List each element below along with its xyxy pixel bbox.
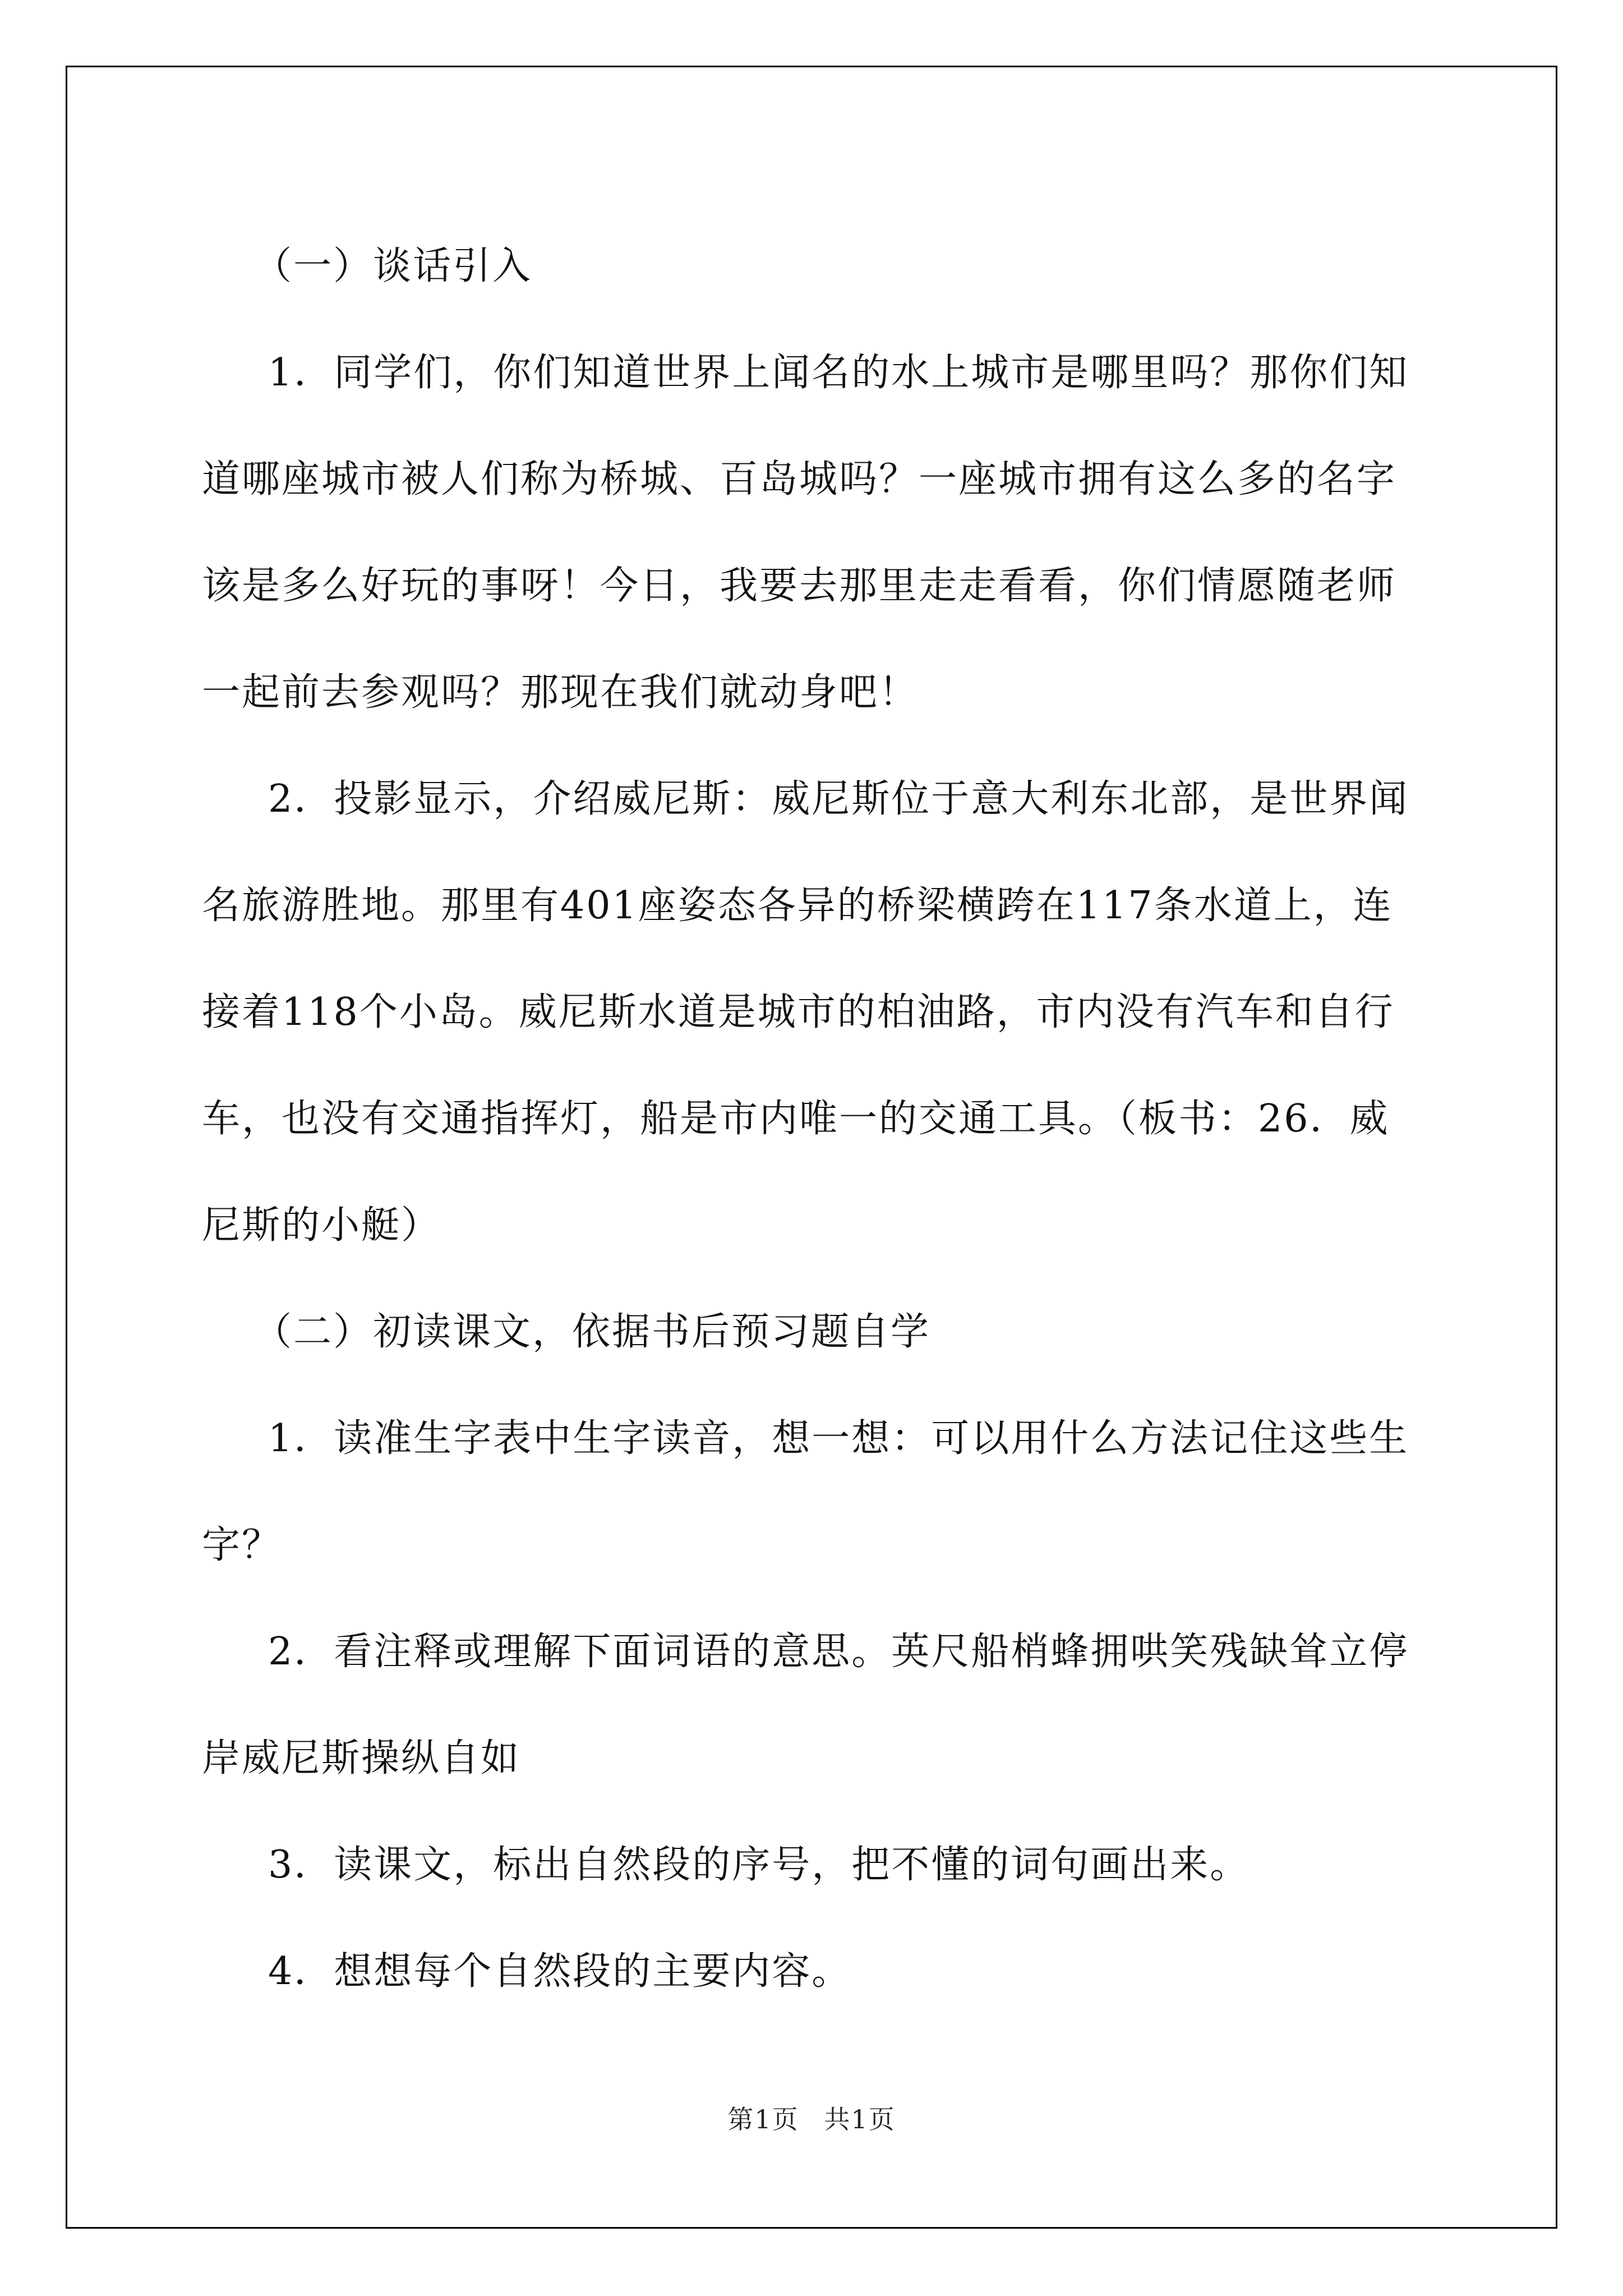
paragraph-study-2: 2．看注释或理解下面词语的意思。英尺船梢蜂拥哄笑残缺耸立停岸威尼斯操纵自如 [202, 1630, 1409, 1780]
page-footer [0, 2102, 1623, 2136]
section-heading-2: （二）初读课文，依据书后预习题自学 [253, 1310, 931, 1354]
paragraph-study-1: 1．读准生字表中生字读音，想一想：可以用什么方法记住这些生字？ [202, 1416, 1409, 1567]
paragraph-intro-2: 2．投影显示，介绍威尼斯：威尼斯位于意大利东北部，是世界闻名旅游胜地。那里有401座姿态各异的桥梁横跨在117条水道上，连接着118个小岛。威尼斯水道是城市的柏油路，市内没有汽车和自行车，也没有交通指挥灯，船是市内唯一的交通工具。（板书：26．威尼斯的小艇） [202, 777, 1409, 1248]
paragraph-study-4: 4．想想每个自然段的主要内容。 [268, 1949, 852, 1994]
page-number-current: 第1页 [727, 2104, 799, 2134]
paragraph-intro-1: 1．同学们，你们知道世界上闻名的水上城市是哪里吗？那你们知道哪座城市被人们称为桥城、百岛城吗？一座城市拥有这么多的名字该是多么好玩的事呀！今日，我要去那里走走看看，你们情愿随老师一起前去参观吗？那现在我们就动身吧！ [202, 351, 1409, 715]
document-body [202, 213, 1424, 2025]
paragraph-study-3: 3．读课文，标出自然段的序号，把不懂的词句画出来。 [268, 1843, 1250, 1887]
page-number-total: 共1页 [824, 2104, 896, 2134]
section-heading-1: （一）谈话引入 [253, 244, 533, 288]
